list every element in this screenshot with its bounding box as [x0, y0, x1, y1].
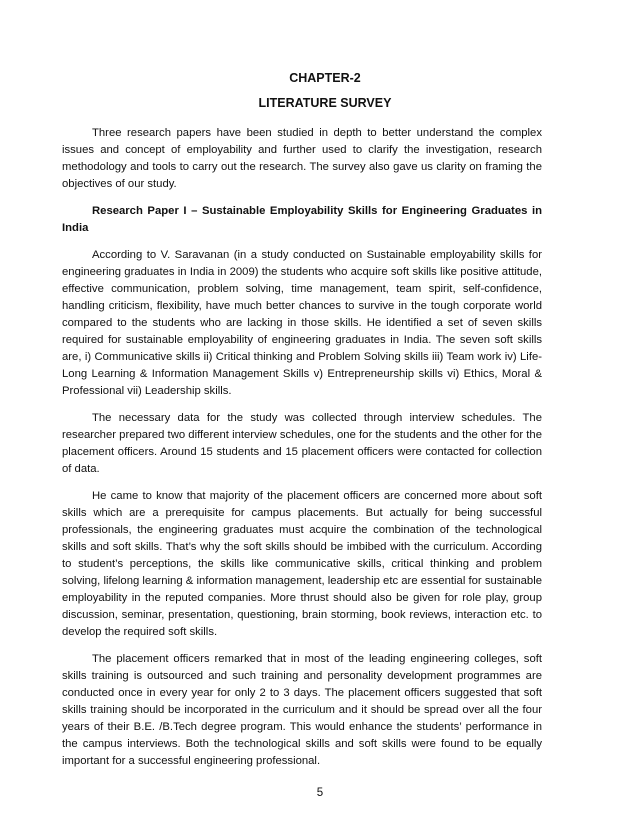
paragraph: According to V. Saravanan (in a study conducted on Sustainable employability skills for engineering graduates in India in 2009) the students who acquire soft skills like positive attitude, effective communication, problem solving, time management, team spirit, self-confidence, handling criticism, flexibility, have much better chances to survive in the tough corporate world compared to the students who are lacking in those skills. He identified a set of seven skills required for sustainable employability of engineering graduates in India. The seven soft skills are, i) Communicative skills ii) Critical thinking and Problem Solving skills iii) Team work iv) Life-Long Learning & Information Management Skills v) Entrepreneurship skills vi) Ethics, Moral & Professional vii) Leadership skills. — [62, 249, 542, 397]
paragraph: The placement officers remarked that in most of the leading engineering colleges, soft skills training is outsourced and such training and personality development programmes are conducted once in every year for only 2 to 3 days. The placement officers suggested that soft skills training should be incorporated in the curriculum and it should be spread over all the four years of their B.E. /B.Tech degree program. This would enhance the students’ performance in the campus interviews. Both the technological skills and soft skills were found to be equally important for a successful engineering professional. — [62, 653, 542, 767]
chapter-heading: CHAPTER-2 — [289, 71, 361, 85]
section-title: LITERATURE SURVEY — [258, 96, 392, 110]
paragraph-intro: Three research papers have been studied in depth to better understand the complex issues and concept of employability and further used to clarify the investigation, research methodology and tools to carry out the research. The survey also gave us clarity on framing the objectives of our study. — [62, 127, 542, 190]
page-number: 5 — [316, 787, 324, 799]
paragraph: The necessary data for the study was collected through interview schedules. The researcher prepared two different interview schedules, one for the students and the other for the placement officers. Around 15 students and 15 placement officers were contacted for collection of data. — [62, 412, 542, 475]
paper-heading: Research Paper I – Sustainable Employability Skills for Engineering Graduates in India — [62, 205, 542, 234]
body-text — [62, 125, 542, 780]
paragraph: He came to know that majority of the placement officers are concerned more about soft skills which are a prerequisite for campus placements. But actually for being successful professionals, the engineering graduates must acquire the combination of the technological skills and soft skills. That’s why the soft skills should be imbibed with the curriculum. According to student’s perceptions, the skills like communicative skills, critical thinking and problem solving, lifelong learning & information management, leadership etc are essential for sustainable employability in the reputed companies. More thrust should also be given for role play, group discussion, seminar, presentation, questioning, brain storming, book reviews, interaction etc. to develop the required soft skills. — [62, 490, 542, 638]
